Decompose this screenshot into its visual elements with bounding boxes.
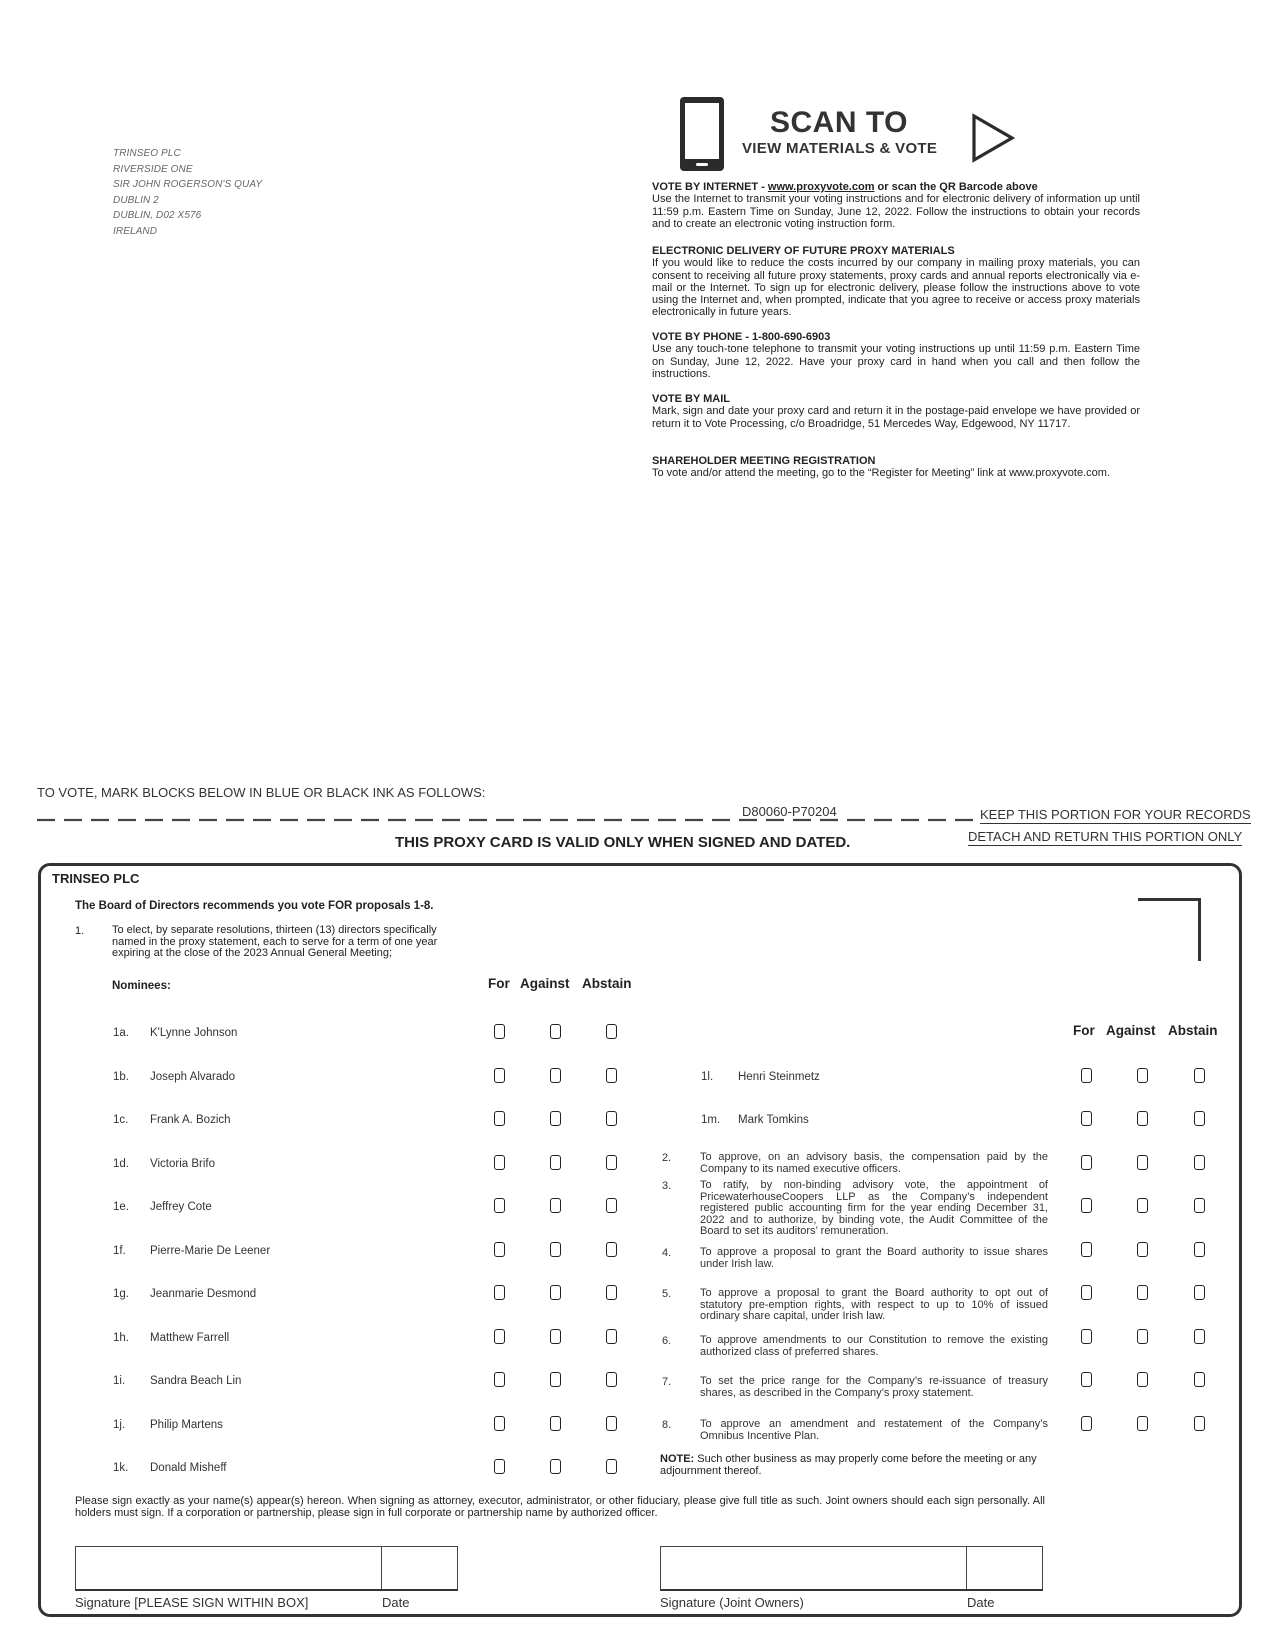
internet-body: Use the Internet to transmit your voting instructions and for electronic delivery of information up until 11:59 p.m. Eastern Time on Sunday, June 12, 2022. Follow the instructions to obtain your records and to create an electronic voting instruction form. [652,193,1140,230]
address-line: DUBLIN, D02 X576 [113,210,202,221]
proposal-number: 8. [662,1419,672,1431]
proposal-7-for-checkbox[interactable] [1081,1372,1092,1387]
nominee-1j-for-checkbox[interactable] [494,1416,505,1431]
proposal-text: To set the price range for the Company’s re-issuance of treasury shares, as described in the Company’s proxy statement. [700,1375,1048,1399]
proposal-2-abstain-checkbox[interactable] [1194,1155,1205,1170]
vote-by-mail-section [652,393,1140,430]
nominee-1m-for-checkbox[interactable] [1081,1111,1092,1126]
nominee-1g-against-checkbox[interactable] [550,1285,561,1300]
nominee-1i-abstain-checkbox[interactable] [606,1372,617,1387]
proposal-7-against-checkbox[interactable] [1137,1372,1148,1387]
nominee-1h-for-checkbox[interactable] [494,1329,505,1344]
nominee-name: Matthew Farrell [150,1332,230,1344]
proposal-2-against-checkbox[interactable] [1137,1155,1148,1170]
nominee-number: 1l. [701,1071,714,1083]
nominee-number: 1m. [701,1114,721,1126]
nominee-1b-for-checkbox[interactable] [494,1068,505,1083]
control-number: D80060-P70204 [742,804,837,819]
registration-heading: SHAREHOLDER MEETING REGISTRATION [652,455,876,467]
nominee-number: 1k. [113,1462,129,1474]
nominee-1l-against-checkbox[interactable] [1137,1068,1148,1083]
signature-box[interactable] [75,1546,458,1591]
nominee-name: K'Lynne Johnson [150,1027,238,1039]
nominee-1d-for-checkbox[interactable] [494,1155,505,1170]
nominee-1k-for-checkbox[interactable] [494,1459,505,1474]
nominee-1h-abstain-checkbox[interactable] [606,1329,617,1344]
vote-by-internet-section [652,181,1140,230]
nominees-label: Nominees: [112,980,171,992]
phone-body: Use any touch-tone telephone to transmit your voting instructions up until 11:59 p.m. Eastern Time on Sunday, June 12, 2022. Have your proxy card in hand when you call and then follow the instructions. [652,343,1140,380]
nominee-number: 1e. [113,1201,129,1213]
phone-icon [678,95,726,173]
nominee-number: 1a. [113,1027,129,1039]
proposal-8-abstain-checkbox[interactable] [1194,1416,1205,1431]
nominee-1k-abstain-checkbox[interactable] [606,1459,617,1474]
nominee-1i-against-checkbox[interactable] [550,1372,561,1387]
proposal-5-abstain-checkbox[interactable] [1194,1285,1205,1300]
nominee-name: Pierre-Marie De Leener [150,1245,271,1257]
meeting-registration-section [652,455,1140,480]
note-text: Such other business as may properly come before the meeting or any adjournment thereof. [660,1453,1037,1477]
nominee-number: 1i. [113,1375,126,1387]
signature-date-divider [381,1546,382,1589]
right-col-against: Against [1106,1023,1156,1038]
joint-signature-date-divider [966,1546,967,1589]
proposal-3-abstain-checkbox[interactable] [1194,1198,1205,1213]
nominee-1f-for-checkbox[interactable] [494,1242,505,1257]
mail-heading: VOTE BY MAIL [652,393,731,405]
scan-title: SCAN TO [770,106,908,139]
nominee-1e-abstain-checkbox[interactable] [606,1198,617,1213]
nominee-1l-abstain-checkbox[interactable] [1194,1068,1205,1083]
proposal-6-abstain-checkbox[interactable] [1194,1329,1205,1344]
address-line: SIR JOHN ROGERSON'S QUAY [113,179,263,190]
nominee-number: 1f. [113,1245,126,1257]
scan-subtitle: VIEW MATERIALS & VOTE [742,140,938,157]
nominee-1j-against-checkbox[interactable] [550,1416,561,1431]
nominee-1m-abstain-checkbox[interactable] [1194,1111,1205,1126]
registration-corner-mark [1138,898,1201,961]
signature-label: Signature [PLEASE SIGN WITHIN BOX] [75,1595,309,1610]
proposal-4-against-checkbox[interactable] [1137,1242,1148,1257]
nominee-number: 1g. [113,1288,129,1300]
proposal-text: To approve an amendment and restatement of the Company’s Omnibus Incentive Plan. [700,1418,1048,1442]
board-recommendation: The Board of Directors recommends you vote FOR proposals 1-8. [75,900,434,912]
nominee-1m-against-checkbox[interactable] [1137,1111,1148,1126]
sender-address [113,146,262,239]
nominee-1i-for-checkbox[interactable] [494,1372,505,1387]
nominee-1d-against-checkbox[interactable] [550,1155,561,1170]
proposal-text: To approve a proposal to grant the Board authority to issue shares under Irish law. [700,1246,1048,1270]
proposal-8-against-checkbox[interactable] [1137,1416,1148,1431]
address-line: IRELAND [113,225,158,237]
nominee-name: Philip Martens [150,1419,223,1431]
proxyvote-link[interactable]: www.proxyvote.com [767,181,875,193]
nominee-1g-for-checkbox[interactable] [494,1285,505,1300]
nominee-number: 1c. [113,1114,129,1126]
play-arrow-icon [970,112,1016,164]
phone-heading: VOTE BY PHONE - 1-800-690-6903 [652,331,831,343]
valid-notice: THIS PROXY CARD IS VALID ONLY WHEN SIGNED AND DATED. [395,834,851,851]
edelivery-heading: ELECTRONIC DELIVERY OF FUTURE PROXY MATERIALS [652,245,955,257]
nominee-1l-for-checkbox[interactable] [1081,1068,1092,1083]
nominee-1c-for-checkbox[interactable] [494,1111,505,1126]
edelivery-body: If you would like to reduce the costs incurred by our company in mailing proxy materials, you can consent to receiving all future proxy statements, proxy cards and annual reports electronically via e-mail or the Internet. To sign up for electronic delivery, please follow the instructions above to vote using the Internet and, when prompted, indicate that you agree to receive or access proxy materials electronically in future years. [652,257,1140,319]
nominee-1e-for-checkbox[interactable] [494,1198,505,1213]
nominee-name: Donald Misheff [150,1462,227,1474]
nominee-1c-abstain-checkbox[interactable] [606,1111,617,1126]
to-vote-instruction: TO VOTE, MARK BLOCKS BELOW IN BLUE OR BLACK INK AS FOLLOWS: [37,785,486,800]
joint-signature-date-label: Date [967,1595,995,1610]
card-company-name: TRINSEO PLC [52,871,140,886]
proposal-5-for-checkbox[interactable] [1081,1285,1092,1300]
proposal-1-text: To elect, by separate resolutions, thirteen (13) directors specifically named in the proxy statement, each to serve for a term of one year expiring at the close of the 2023 Annual General Meeting; [112,924,438,959]
nominee-1k-against-checkbox[interactable] [550,1459,561,1474]
vote-by-phone-section [652,331,1140,380]
nominee-1c-against-checkbox[interactable] [550,1111,561,1126]
detach-portion-label: DETACH AND RETURN THIS PORTION ONLY [968,829,1243,844]
nominee-name: Jeffrey Cote [150,1201,212,1213]
proposal-number: 6. [662,1335,672,1347]
left-col-abstain: Abstain [582,976,632,991]
proposal-number: 3. [662,1180,672,1192]
nominee-1g-abstain-checkbox[interactable] [606,1285,617,1300]
nominee-1b-abstain-checkbox[interactable] [606,1068,617,1083]
nominee-number: 1j. [113,1419,126,1431]
nominee-number: 1h. [113,1332,129,1344]
proposal-number: 4. [662,1247,672,1259]
detach-dashed-line [37,818,979,822]
proposal-5-against-checkbox[interactable] [1137,1285,1148,1300]
internet-heading-post: or scan the QR Barcode above [874,181,1038,193]
nominee-name: Jeanmarie Desmond [150,1288,257,1300]
note [660,1453,1048,1477]
mail-body: Mark, sign and date your proxy card and return it in the postage-paid envelope we have provided or return it to Vote Processing, c/o Broadridge, 51 Mercedes Way, Edgewood, NY 11717. [652,405,1140,430]
address-line: DUBLIN 2 [113,194,159,206]
proposal-4-abstain-checkbox[interactable] [1194,1242,1205,1257]
proposal-text: To approve a proposal to grant the Board authority to opt out of statutory pre-emption rights, with respect to up to 10% of issued ordinary share capital, under Irish law. [700,1287,1048,1323]
proposal-2-for-checkbox[interactable] [1081,1155,1092,1170]
proposal-8-for-checkbox[interactable] [1081,1416,1092,1431]
right-col-abstain: Abstain [1168,1023,1218,1038]
proposal-4-for-checkbox[interactable] [1081,1242,1092,1257]
proposal-1-number: 1. [75,925,85,937]
proposal-text: To approve, on an advisory basis, the compensation paid by the Company to its named executive officers. [700,1151,1048,1175]
joint-signature-label: Signature (Joint Owners) [660,1595,804,1610]
nominee-1a-abstain-checkbox[interactable] [606,1024,617,1039]
address-line: TRINSEO PLC [113,148,181,159]
address-line: RIVERSIDE ONE [113,163,193,175]
nominee-1j-abstain-checkbox[interactable] [606,1416,617,1431]
joint-signature-box[interactable] [660,1546,1043,1591]
nominee-1e-against-checkbox[interactable] [550,1198,561,1213]
nominee-1f-against-checkbox[interactable] [550,1242,561,1257]
internet-heading: VOTE BY INTERNET - [652,181,768,193]
nominee-name: Joseph Alvarado [150,1071,236,1083]
proposal-text: To approve amendments to our Constitution to remove the existing authorized class of preferred shares. [700,1334,1048,1358]
registration-body: To vote and/or attend the meeting, go to the “Register for Meeting” link at www.proxyvote.com. [652,467,1110,480]
proposal-text: To ratify, by non-binding advisory vote, the appointment of PricewaterhouseCoopers LLP as the Company’s independent registered public accounting firm for the year ending December 31, 2022 and to authorize, by binding vote, the Audit Committee of the Board to set its auditors’ remuneration. [700,1179,1048,1238]
proposal-number: 7. [662,1376,672,1388]
note-label: NOTE: [660,1453,695,1465]
nominee-name: Henri Steinmetz [738,1071,820,1083]
keep-portion-label: KEEP THIS PORTION FOR YOUR RECORDS [980,807,1251,822]
left-col-against: Against [520,976,570,991]
nominee-name: Victoria Brifo [150,1158,215,1170]
right-col-for: For [1073,1023,1095,1038]
proposal-6-against-checkbox[interactable] [1137,1329,1148,1344]
nominee-number: 1b. [113,1071,129,1083]
nominee-1f-abstain-checkbox[interactable] [606,1242,617,1257]
nominee-name: Mark Tomkins [738,1114,809,1126]
nominee-name: Sandra Beach Lin [150,1375,242,1387]
proposal-3-for-checkbox[interactable] [1081,1198,1092,1213]
proposal-7-abstain-checkbox[interactable] [1194,1372,1205,1387]
proposal-number: 5. [662,1288,672,1300]
nominee-1d-abstain-checkbox[interactable] [606,1155,617,1170]
nominee-number: 1d. [113,1158,129,1170]
nominee-1h-against-checkbox[interactable] [550,1329,561,1344]
signature-date-label: Date [382,1595,410,1610]
nominee-1b-against-checkbox[interactable] [550,1068,561,1083]
signing-instructions: Please sign exactly as your name(s) appear(s) hereon. When signing as attorney, executor, administrator, or other fiduciary, please give full title as such. Joint owners should each sign personally. All holders must sign. If a corporation or partnership, please sign in full corporate or partnership name by authorized officer. [75,1495,1045,1519]
electronic-delivery-section [652,245,1140,319]
proposal-3-against-checkbox[interactable] [1137,1198,1148,1213]
left-col-for: For [488,976,510,991]
proposal-number: 2. [662,1152,672,1164]
proposal-6-for-checkbox[interactable] [1081,1329,1092,1344]
nominee-1a-for-checkbox[interactable] [494,1024,505,1039]
nominee-name: Frank A. Bozich [150,1114,231,1126]
nominee-1a-against-checkbox[interactable] [550,1024,561,1039]
